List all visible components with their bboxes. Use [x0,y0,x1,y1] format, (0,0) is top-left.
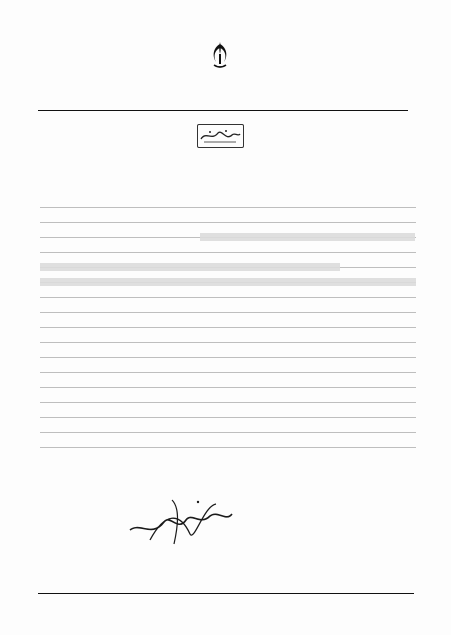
body-paragraph-1-lines [40,200,416,320]
highlight-line-2 [40,263,340,271]
footer-rule [38,593,414,594]
highlight-line-1 [200,233,415,241]
highlight-line-3 [40,278,416,286]
calligraphy-seal-icon [198,127,242,145]
handwritten-signature-icon [120,492,240,552]
iran-emblem-icon [207,40,233,70]
header-rule [38,110,408,111]
body-paragraph-2-lines [40,320,416,450]
